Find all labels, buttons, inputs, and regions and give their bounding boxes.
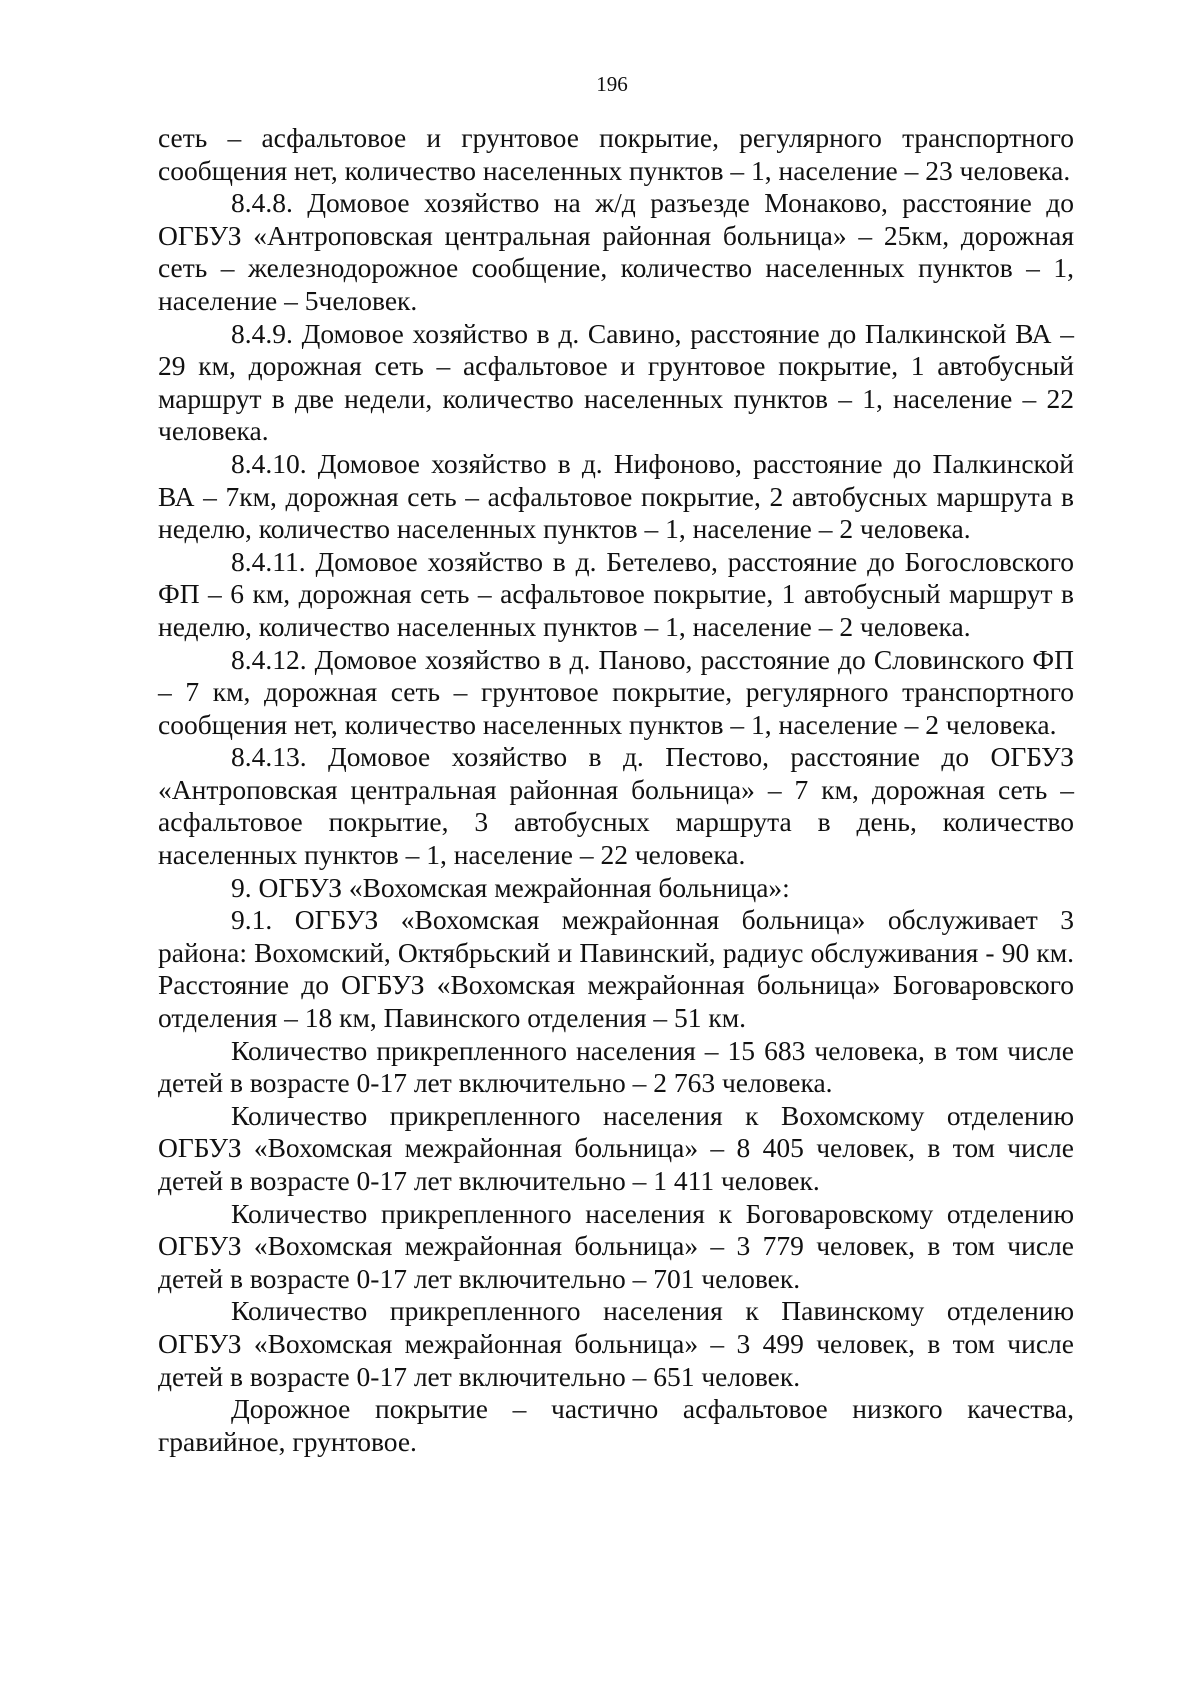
paragraph-8-4-11: 8.4.11. Домовое хозяйство в д. Бетелево, расстояние до Богословского ФП – 6 км, дорожная сеть – асфальтовое покрытие, 1 автобусный маршрут в неделю, количество населенных пунктов – 1, население – 2 человека. xyxy=(158,545,1074,642)
paragraph-8-4-12: 8.4.12. Домовое хозяйство в д. Паново, расстояние до Словинского ФП – 7 км, дорожная сеть – грунтовое покрытие, регулярного транспортного сообщения нет, количество населенных пунктов – 1, население – 2 человека. xyxy=(158,643,1074,740)
paragraph-attached-population-bogovarovsky: Количество прикрепленного населения к Боговаровскому отделению ОГБУЗ «Вохомская межрайонная больница» – 3 779 человек, в том числе детей в возрасте 0-17 лет включительно – 701 человек. xyxy=(158,1197,1074,1294)
paragraph-8-4-8: 8.4.8. Домовое хозяйство на ж/д разъезде Монаково, расстояние до ОГБУЗ «Антроповская центральная районная больница» – 25км, дорожная сеть – железнодорожное сообщение, количество населенных пунктов – 1, население – 5человек. xyxy=(158,187,1074,316)
paragraph-road-surface: Дорожное покрытие – частично асфальтовое низкого качества, гравийное, грунтовое. xyxy=(158,1393,1074,1457)
paragraph-attached-population-total: Количество прикрепленного населения – 15 683 человека, в том числе детей в возрасте 0-17 лет включительно – 2 763 человека. xyxy=(158,1034,1074,1099)
paragraph-attached-population-pavinsky: Количество прикрепленного населения к Павинскому отделению ОГБУЗ «Вохомская межрайонная больница» – 3 499 человек, в том числе детей в возрасте 0-17 лет включительно – 651 человек. xyxy=(158,1295,1074,1392)
paragraph-attached-population-vokhomsky: Количество прикрепленного населения к Вохомскому отделению ОГБУЗ «Вохомская межрайонная больница» – 8 405 человек, в том числе детей в возрасте 0-17 лет включительно – 1 411 человек. xyxy=(158,1099,1074,1196)
paragraph-8-4-9: 8.4.9. Домовое хозяйство в д. Савино, расстояние до Палкинской ВА – 29 км, дорожная сеть – асфальтовое и грунтовое покрытие, 1 автобусный маршрут в две недели, количество населенных пунктов – 1, население – 22 человека. xyxy=(158,317,1074,447)
paragraph-8-4-10: 8.4.10. Домовое хозяйство в д. Нифоново, расстояние до Палкинской ВА – 7км, дорожная сеть – асфальтовое покрытие, 2 автобусных маршрута в неделю, количество населенных пунктов – 1, население – 2 человека. xyxy=(158,447,1074,545)
paragraph-8-4-13: 8.4.13. Домовое хозяйство в д. Пестово, расстояние до ОГБУЗ «Антроповская центральная районная больница» – 7 км, дорожная сеть – асфальтовое покрытие, 3 автобусных маршрута в день, количество населенных пунктов – 1, население – 22 человека. xyxy=(158,741,1074,871)
section-heading-9: 9. ОГБУЗ «Вохомская межрайонная больница»: xyxy=(231,871,790,903)
page-number: 196 xyxy=(596,72,628,96)
document-body xyxy=(158,122,1074,1458)
paragraph-continuation: сеть – асфальтовое и грунтовое покрытие, регулярного транспортного сообщения нет, количество населенных пунктов – 1, население – 23 человека. xyxy=(158,122,1074,186)
paragraph-9-1: 9.1. ОГБУЗ «Вохомская межрайонная больница» обслуживает 3 района: Вохомский, Октябрьский и Павинский, радиус обслуживания - 90 км. Расстояние до ОГБУЗ «Вохомская межрайонная больница» Боговаровского отделения – 18 км, Павинского отделения – 51 км. xyxy=(158,904,1074,1034)
